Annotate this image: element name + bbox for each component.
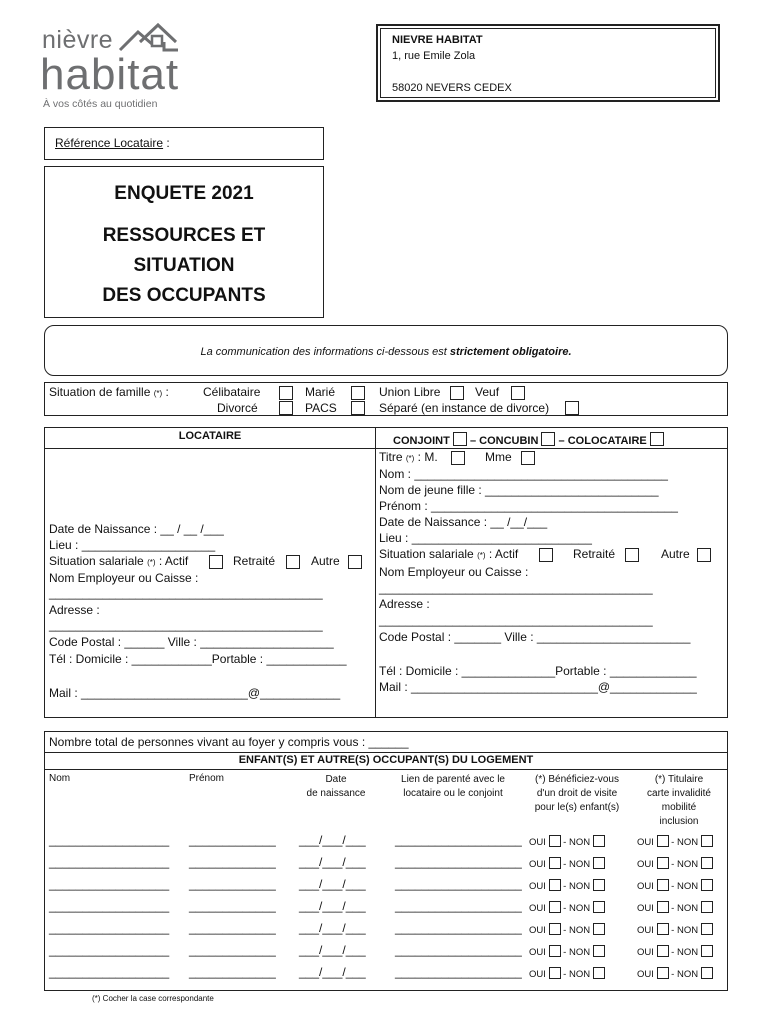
child-date-field[interactable]: ___/___/___ (299, 921, 366, 935)
locataire-header: LOCATAIRE (178, 430, 242, 442)
locataire-salary-label: Situation salariale (49, 554, 148, 568)
visit-non-label: - NON (560, 903, 593, 914)
conjoint-autre-checkbox[interactable] (697, 548, 711, 562)
conjoint-header: CONJOINT (393, 435, 450, 447)
visit-oui-checkbox[interactable] (549, 879, 561, 891)
child-date-field[interactable]: ___/___/___ (299, 877, 366, 891)
visit-non-checkbox[interactable] (593, 923, 605, 935)
notice-bold: strictement obligatoire. (449, 346, 572, 358)
conjoint-mail-field[interactable]: Mail : ____________________________@_____________ (379, 680, 697, 694)
card-non-checkbox[interactable] (701, 901, 713, 913)
family-label: Situation de famille (49, 385, 154, 399)
child-lien-field[interactable]: ___________________ (395, 833, 522, 847)
card-non-label: - NON (668, 925, 701, 936)
visit-non-checkbox[interactable] (593, 967, 605, 979)
conjoint-m-label: : M. (414, 450, 438, 464)
card-oui-checkbox[interactable] (657, 857, 669, 869)
visit-non-label: - NON (560, 947, 593, 958)
visit-oui-checkbox[interactable] (549, 857, 561, 869)
card-oui-label: OUI (637, 837, 657, 848)
conjoint-retraite-label: Retraité (573, 547, 616, 561)
col-lien-line1: Lien de parenté avec le (401, 774, 505, 785)
checkbox-separe[interactable] (565, 401, 579, 415)
concubin-checkbox[interactable] (541, 432, 555, 446)
visit-oui-checkbox[interactable] (549, 945, 561, 957)
card-non-checkbox[interactable] (701, 945, 713, 957)
locataire-autre-label: Autre (311, 554, 340, 568)
visit-oui-label: OUI (529, 903, 549, 914)
option-separe: Séparé (en instance de divorce) (379, 401, 550, 415)
child-nom-field[interactable]: __________________ (49, 855, 170, 869)
locataire-adresse-label: Adresse : (49, 603, 100, 617)
visit-non-label: - NON (560, 969, 593, 980)
house-icon (118, 22, 180, 52)
children-header: ENFANT(S) ET AUTRE(S) OCCUPANT(S) DU LOGEMENT (238, 754, 534, 766)
child-lien-field[interactable]: ___________________ (395, 899, 522, 913)
child-nom-field[interactable]: __________________ (49, 943, 170, 957)
locataire-tel-field[interactable]: Tél : Domicile : ____________Portable : ____________ (49, 652, 347, 666)
col-nom: Nom (49, 773, 71, 784)
card-oui-checkbox[interactable] (657, 945, 669, 957)
occupants-table (44, 427, 728, 718)
visit-oui-label: OUI (529, 969, 549, 980)
col-date-line2: de naissance (306, 788, 366, 799)
footnote: (*) Cocher la case correspondante (92, 994, 214, 1003)
visit-oui-checkbox[interactable] (549, 835, 561, 847)
conjoint-titre-star: (*) (405, 454, 415, 463)
locataire-lieu-field[interactable]: Lieu : ____________________ (49, 538, 216, 552)
locataire-birth-field[interactable]: Date de Naissance : __ / __ /___ (49, 522, 224, 536)
card-oui-label: OUI (637, 947, 657, 958)
title-box (44, 166, 324, 318)
address-box (376, 24, 720, 102)
child-lien-field[interactable]: ___________________ (395, 965, 522, 979)
conjoint-employer-field[interactable]: _________________________________________ (379, 581, 653, 595)
locataire-actif-label: : Actif (155, 554, 189, 568)
card-non-label: - NON (668, 969, 701, 980)
col-prenom: Prénom (189, 773, 225, 784)
child-date-field[interactable]: ___/___/___ (299, 899, 366, 913)
logo-tagline: À vos côtés au quotidien (43, 98, 158, 110)
card-oui-label: OUI (637, 903, 657, 914)
locataire-star: (*) (147, 558, 156, 567)
option-veuf: Veuf (475, 385, 500, 399)
family-star: (*) (153, 389, 163, 398)
household-total-field[interactable]: Nombre total de personnes vivant au foyer y compris vous : ______ (49, 735, 409, 749)
visit-non-checkbox[interactable] (593, 945, 605, 957)
card-oui-label: OUI (637, 925, 657, 936)
checkbox-divorce[interactable] (279, 401, 293, 415)
card-non-checkbox[interactable] (701, 879, 713, 891)
card-non-label: - NON (668, 881, 701, 892)
col-card-line2: carte invalidité (647, 788, 711, 799)
conjoint-actif-checkbox[interactable] (539, 548, 553, 562)
visit-non-checkbox[interactable] (593, 879, 605, 891)
child-prenom-field[interactable]: _____________ (189, 877, 276, 891)
locataire-employer-label: Nom Employeur ou Caisse : (49, 571, 199, 585)
col-lien-line2: locataire ou le conjoint (403, 788, 503, 799)
conjoint-tel-field[interactable]: Tél : Domicile : ______________Portable : _____________ (379, 664, 697, 678)
logo-line2: habitat (40, 50, 180, 99)
checkbox-pacs[interactable] (351, 401, 365, 415)
title-line2: RESSOURCES ET (102, 225, 266, 246)
child-lien-field[interactable]: ___________________ (395, 877, 522, 891)
col-date-line1: Date (325, 774, 347, 785)
child-nom-field[interactable]: __________________ (49, 965, 170, 979)
col-card-line3: mobilité (661, 802, 697, 813)
visit-oui-label: OUI (529, 881, 549, 892)
visit-oui-label: OUI (529, 925, 549, 936)
child-lien-field[interactable]: ___________________ (395, 943, 522, 957)
visit-non-label: - NON (560, 859, 593, 870)
card-oui-checkbox[interactable] (657, 967, 669, 979)
title-line4: DES OCCUPANTS (102, 285, 266, 306)
child-nom-field[interactable]: __________________ (49, 877, 170, 891)
conjoint-titre-label: Titre (379, 450, 406, 464)
child-prenom-field[interactable]: _____________ (189, 833, 276, 847)
visit-non-checkbox[interactable] (593, 901, 605, 913)
visit-oui-checkbox[interactable] (549, 967, 561, 979)
child-nom-field[interactable]: __________________ (49, 833, 170, 847)
visit-non-label: - NON (560, 925, 593, 936)
child-prenom-field[interactable]: _____________ (189, 899, 276, 913)
child-date-field[interactable]: ___/___/___ (299, 965, 366, 979)
child-prenom-field[interactable]: _____________ (189, 921, 276, 935)
conjoint-nom-field[interactable]: Nom : ______________________________________ (379, 467, 668, 481)
col-visit-line2: d'un droit de visite (536, 788, 618, 799)
title-line3: SITUATION (133, 255, 235, 276)
child-lien-field[interactable]: ___________________ (395, 855, 522, 869)
locataire-actif-checkbox[interactable] (209, 555, 223, 569)
visit-non-label: - NON (560, 881, 593, 892)
child-prenom-field[interactable]: _____________ (189, 965, 276, 979)
locataire-mail-field[interactable]: Mail : _________________________@____________ (49, 686, 341, 700)
child-date-field[interactable]: ___/___/___ (299, 833, 366, 847)
checkbox-union-libre[interactable] (450, 386, 464, 400)
visit-non-checkbox[interactable] (593, 835, 605, 847)
visit-oui-label: OUI (529, 947, 549, 958)
col-visit-line3: pour le(s) enfant(s) (534, 802, 620, 813)
card-non-label: - NON (668, 859, 701, 870)
colocataire-checkbox[interactable] (650, 432, 664, 446)
card-oui-label: OUI (637, 969, 657, 980)
locataire-retraite-checkbox[interactable] (286, 555, 300, 569)
child-lien-field[interactable]: ___________________ (395, 921, 522, 935)
colocataire-header: – COLOCATAIRE (558, 435, 647, 447)
conjoint-retraite-checkbox[interactable] (625, 548, 639, 562)
logo-line1: nièvre (42, 26, 114, 54)
child-prenom-field[interactable]: _____________ (189, 943, 276, 957)
option-union-libre: Union Libre (379, 385, 441, 399)
visit-oui-checkbox[interactable] (549, 901, 561, 913)
card-oui-checkbox[interactable] (657, 923, 669, 935)
locataire-autre-checkbox[interactable] (348, 555, 362, 569)
child-date-field[interactable]: ___/___/___ (299, 855, 366, 869)
card-oui-label: OUI (637, 859, 657, 870)
checkbox-veuf[interactable] (511, 386, 525, 400)
card-non-checkbox[interactable] (701, 835, 713, 847)
conjoint-m-checkbox[interactable] (451, 451, 465, 465)
conjoint-actif-label: : Actif (485, 547, 519, 561)
option-celibataire: Célibataire (203, 385, 261, 399)
concubin-header: – CONCUBIN (469, 435, 539, 447)
conjoint-prenom-field[interactable]: Prénom : _____________________________________ (379, 499, 678, 513)
address-name: NIEVRE HABITAT (392, 34, 483, 46)
card-non-checkbox[interactable] (701, 967, 713, 979)
locataire-employer-field[interactable]: _________________________________________ (49, 586, 323, 600)
option-pacs: PACS (305, 401, 337, 415)
family-colon: : (162, 385, 169, 399)
visit-oui-label: OUI (529, 837, 549, 848)
notice-box (44, 325, 728, 376)
child-prenom-field[interactable]: _____________ (189, 855, 276, 869)
card-oui-checkbox[interactable] (657, 879, 669, 891)
visit-non-label: - NON (560, 837, 593, 848)
col-card-line4: inclusion (659, 816, 699, 827)
visit-oui-label: OUI (529, 859, 549, 870)
option-marie: Marié (305, 385, 336, 399)
conjoint-autre-label: Autre (661, 547, 690, 561)
child-date-field[interactable]: ___/___/___ (299, 943, 366, 957)
card-non-checkbox[interactable] (701, 923, 713, 935)
children-table (44, 753, 728, 991)
card-non-label: - NON (668, 947, 701, 958)
reference-suffix: : (163, 136, 170, 150)
col-card-line1: (*) Titulaire (654, 774, 704, 785)
notice-text: La communication des informations ci-dessous est (200, 346, 450, 358)
conjoint-postal-field[interactable]: Code Postal : _______ Ville : _______________________ (379, 630, 691, 644)
address-street: 1, rue Emile Zola (392, 50, 476, 62)
option-divorce: Divorcé (217, 401, 258, 415)
conjoint-employer-label: Nom Employeur ou Caisse : (379, 565, 529, 579)
locataire-postal-field[interactable]: Code Postal : ______ Ville : ____________________ (49, 635, 334, 649)
conjoint-salary-star: (*) (477, 551, 486, 560)
conjoint-salary-label: Situation salariale (379, 547, 478, 561)
reference-label: Référence Locataire (55, 136, 164, 150)
card-oui-checkbox[interactable] (657, 901, 669, 913)
conjoint-birth-field[interactable]: Date de Naissance : __ /__/___ (379, 515, 548, 529)
card-non-label: - NON (668, 837, 701, 848)
visit-non-checkbox[interactable] (593, 857, 605, 869)
card-non-label: - NON (668, 903, 701, 914)
reference-box[interactable] (44, 127, 324, 160)
conjoint-mme-label: Mme (485, 450, 512, 464)
conjoint-mme-checkbox[interactable] (521, 451, 535, 465)
card-non-checkbox[interactable] (701, 857, 713, 869)
locataire-retraite-label: Retraité (233, 554, 276, 568)
child-nom-field[interactable]: __________________ (49, 899, 170, 913)
child-nom-field[interactable]: __________________ (49, 921, 170, 935)
household-total-box[interactable] (44, 731, 728, 753)
conjoint-adresse-field[interactable]: _________________________________________ (379, 613, 653, 627)
conjoint-jeune-fille-field[interactable]: Nom de jeune fille : __________________________ (379, 483, 659, 497)
conjoint-adresse-label: Adresse : (379, 597, 430, 611)
locataire-adresse-field[interactable]: _________________________________________ (49, 618, 323, 632)
conjoint-checkbox[interactable] (453, 432, 467, 446)
card-oui-checkbox[interactable] (657, 835, 669, 847)
checkbox-celibataire[interactable] (279, 386, 293, 400)
col-visit-line1: (*) Bénéficiez-vous (535, 774, 619, 785)
address-city: 58020 NEVERS CEDEX (392, 82, 512, 94)
checkbox-marie[interactable] (351, 386, 365, 400)
conjoint-lieu-field[interactable]: Lieu : ___________________________ (379, 531, 592, 545)
title-line1: ENQUETE 2021 (114, 183, 254, 204)
family-situation-box (44, 382, 728, 416)
visit-oui-checkbox[interactable] (549, 923, 561, 935)
card-oui-label: OUI (637, 881, 657, 892)
